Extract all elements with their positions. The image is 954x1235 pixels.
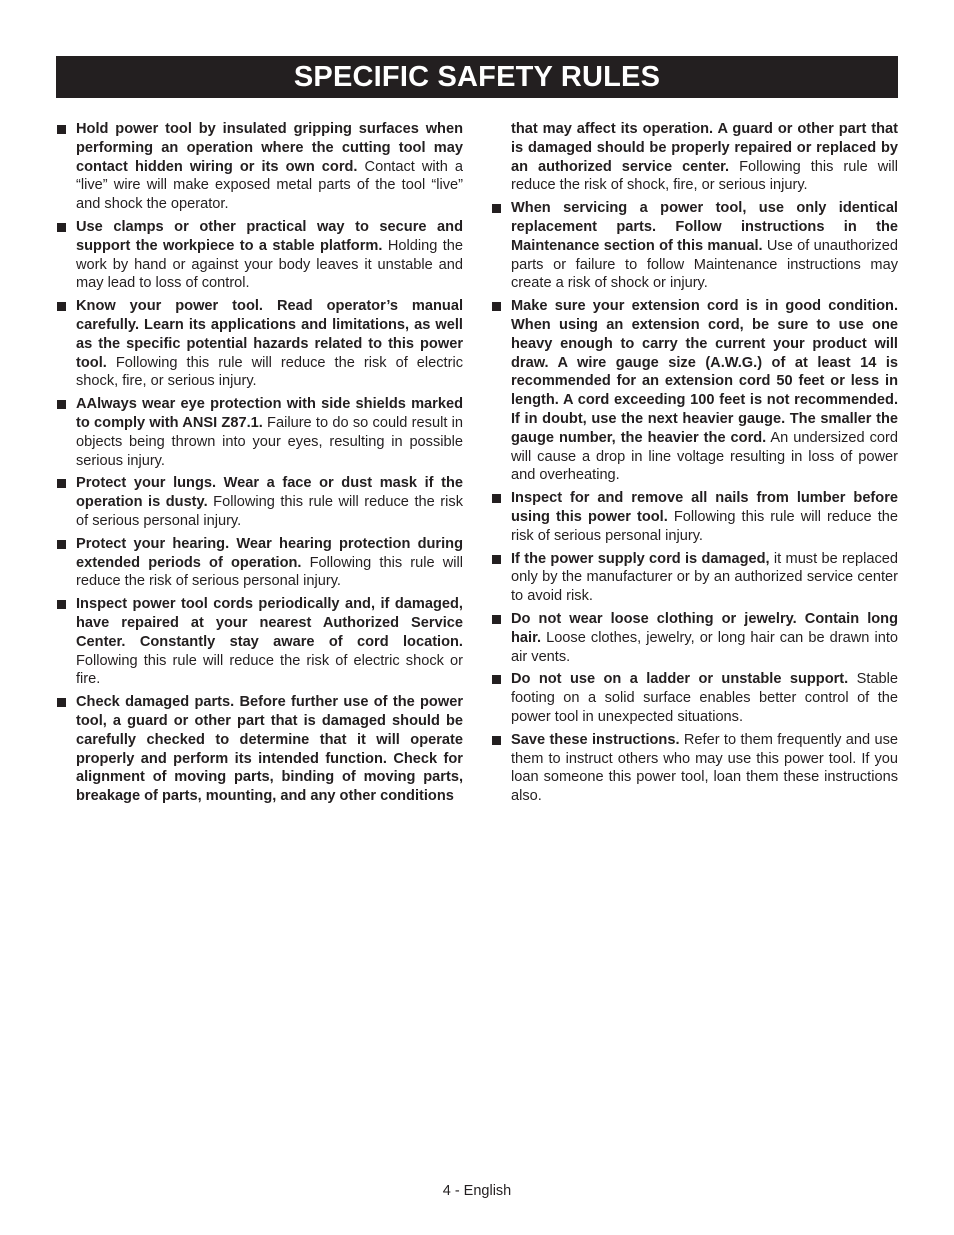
rule-item: Know your power tool. Read operator’s manual carefully. Learn its applications and limitations, as well as the specific potential hazards related to this power tool. Following this rule will reduce the risk of electric shock, fire, or serious injury. [76, 297, 463, 391]
page-title: SPECIFIC SAFETY RULES [293, 61, 661, 93]
page-footer [0, 1183, 954, 1199]
square-bullet-icon [492, 736, 501, 745]
rule-item: Save these instructions. Refer to them frequently and use them to instruct others who may use this power tool. If you loan someone this power tool, loan them these instructions also. [511, 731, 898, 806]
section-header [56, 56, 898, 98]
square-bullet-icon [492, 615, 501, 624]
square-bullet-icon [57, 125, 66, 134]
rule-item: Protect your lungs. Wear a face or dust mask if the operation is dusty. Following this rule will reduce the risk of serious personal injury. [76, 474, 463, 530]
square-bullet-icon [57, 698, 66, 707]
square-bullet-icon [492, 494, 501, 503]
square-bullet-icon [57, 540, 66, 549]
rule-item: AAlways wear eye protection with side shields marked to comply with ANSI Z87.1. Failure to do so could result in objects being thrown into your eyes, resulting in possible serious injury. [76, 395, 463, 470]
left-column [76, 120, 463, 810]
rule-item: Hold power tool by insulated gripping surfaces when performing an operation where the cutting tool may contact hidden wiring or its own cord. Contact with a “live” wire will make exposed metal parts of the tool “live” and shock the operator. [76, 120, 463, 214]
square-bullet-icon [57, 600, 66, 609]
rule-item: Make sure your extension cord is in good condition. When using an extension cord, be sure to use one heavy enough to carry the current your product will draw. A wire gauge size (A.W.G.) of at least 14 is recommended for an extension cord 50 feet or less in length. A cord exceeding 100 feet is not recommended. If in doubt, use the next heavier gauge. The smaller the gauge number, the heavier the cord. An undersized cord will cause a drop in line voltage resulting in loss of power and overheating. [511, 297, 898, 485]
rule-item: Do not wear loose clothing or jewelry. Contain long hair. Loose clothes, jewelry, or long hair can be drawn into air vents. [511, 610, 898, 666]
rule-item: Inspect power tool cords periodically and, if damaged, have repaired at your nearest Authorized Service Center. Constantly stay aware of cord location. Following this rule will reduce the risk of electric shock or fire. [76, 595, 463, 689]
square-bullet-icon [492, 555, 501, 564]
square-bullet-icon [492, 302, 501, 311]
rule-item: Use clamps or other practical way to secure and support the workpiece to a stable platform. Holding the work by hand or against your body leaves it unstable and may lead to loss of control. [76, 218, 463, 293]
right-column [511, 120, 898, 810]
square-bullet-icon [492, 675, 501, 684]
rule-continuation: that may affect its operation. A guard or other part that is damaged should be properly repaired or replaced by an authorized service center. Following this rule will reduce the risk of shock, fire, or serious injury. [511, 121, 898, 194]
square-bullet-icon [57, 400, 66, 409]
square-bullet-icon [57, 302, 66, 311]
rule-item: If the power supply cord is damaged, it must be replaced only by the manufacturer or by an authorized service center to avoid risk. [511, 550, 898, 606]
rule-item: When servicing a power tool, use only identical replacement parts. Follow instructions in the Maintenance section of this manual. Use of unauthorized parts or failure to follow Maintenance instructions may create a risk of shock or injury. [511, 199, 898, 293]
square-bullet-icon [492, 204, 501, 213]
rule-item: Protect your hearing. Wear hearing protection during extended periods of operation. Following this rule will reduce the risk of serious personal injury. [76, 535, 463, 591]
rule-item: Check damaged parts. Before further use of the power tool, a guard or other part that is damaged should be carefully checked to determine that it will operate properly and perform its intended function. Check for alignment of moving parts, binding of moving parts, breakage of parts, mounting, and any other conditions [76, 693, 463, 806]
rule-item: Inspect for and remove all nails from lumber before using this power tool. Following this rule will reduce the risk of serious personal injury. [511, 489, 898, 545]
square-bullet-icon [57, 223, 66, 232]
square-bullet-icon [57, 479, 66, 488]
rule-item: Do not use on a ladder or unstable support. Stable footing on a solid surface enables better control of the power tool in unexpected situations. [511, 670, 898, 726]
page-number: 4 - English [442, 1183, 512, 1199]
